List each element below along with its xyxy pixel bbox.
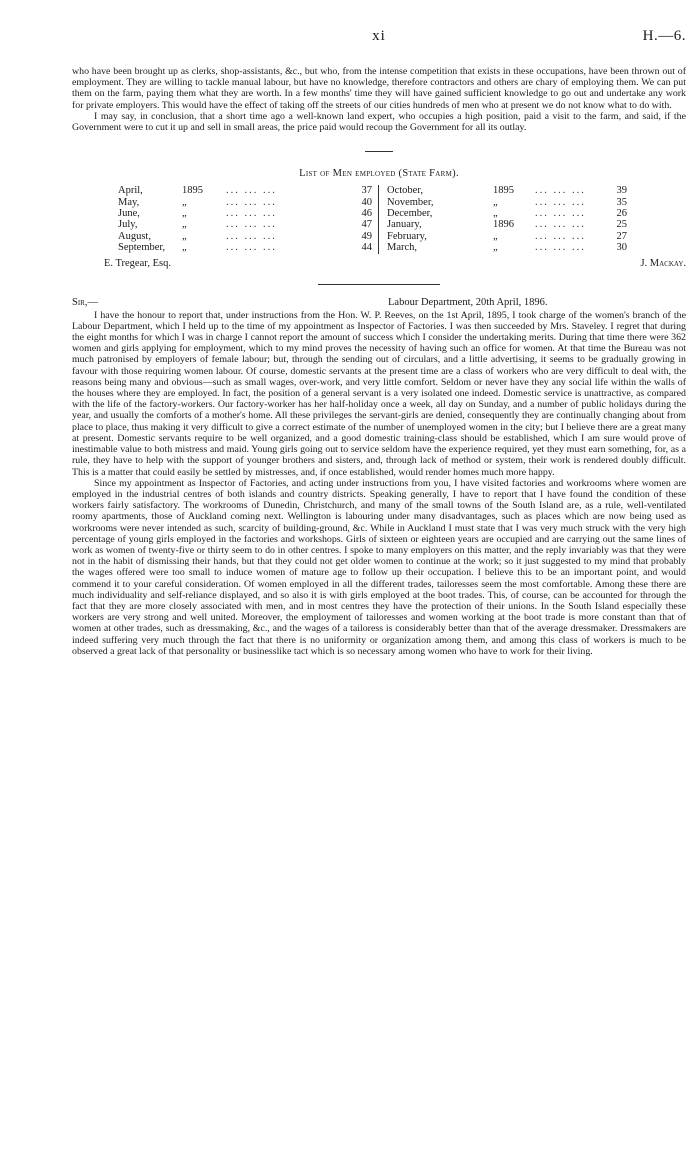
count-cell: 35 bbox=[616, 196, 627, 208]
year-cell: „ bbox=[182, 230, 187, 242]
month-cell: November, bbox=[387, 196, 434, 208]
year-cell: 1895 bbox=[493, 185, 514, 197]
year-cell: 1896 bbox=[493, 219, 514, 231]
table-row bbox=[387, 185, 627, 196]
section-divider bbox=[365, 151, 393, 152]
leader-dots: ... ... ... bbox=[535, 208, 586, 220]
table-row bbox=[387, 219, 627, 230]
count-cell: 30 bbox=[616, 242, 627, 254]
leader-dots: ... ... ... bbox=[535, 230, 586, 242]
year-cell: „ bbox=[493, 208, 498, 220]
table-row bbox=[387, 242, 627, 253]
count-cell: 37 bbox=[361, 185, 372, 197]
month-cell: June, bbox=[118, 208, 140, 220]
leader-dots: ... ... ... bbox=[535, 185, 586, 197]
page-header bbox=[72, 26, 686, 66]
month-cell: April, bbox=[118, 185, 143, 197]
table-row bbox=[387, 231, 627, 242]
table-row bbox=[118, 185, 372, 196]
count-cell: 25 bbox=[616, 219, 627, 231]
paragraph: I have the honour to report that, under instructions from the Hon. W. P. Reeves, on the 1st April, 1895, I took charge of the women's branch of the Labour Department, which I held up to the time of my appointment as Inspector of Factories. I was then succeeded by Mrs. Staveley. I regret that during the eight months for which I was in charge I cannot report the amount of success which I consider the undertaking merits. During that time there were 362 women and girls applying for employment, which to my mind proves the necessity of having such an office for women. At that time the Bureau was not much patronised by employers of female labour; but, through the sending out of circulars, and a little advertising, it seems to be gradually growing in favour with those requiring women labour. Of course, domestic servants at the present time are a class of workers who are very difficult to deal with, the reasons being many and obvious—such as small wages, over-work, and very little comfort. Seldom or never have they any social life within the walls of the houses where they are employed. In fact, the position of a general servant is a very isolated one indeed. Domestic service is unattractive, as compared with the life of the factory-workers. Our factory-worker has her half-holiday once a week, all day on Sunday, and a number of public holidays during the year, and usually the comforts of a mother's home. All these privileges the servant-girls are denied, consequently they are continually changing about from place to place, thus making it very difficult to give a correct estimate of the number of unemployed women in the city; but I believe there are a great many at present. Domestic servants require to be well organized, and a good domestic training-class should be established, which I am sure would prove of inestimable value to both mistress and maid. Young girls going out to service seldom have the experience required, yet they must earn something, for, as a rule, they have to help with the support of younger brothers and sisters, and, through lack of method or system, their work is rendered doubly difficult. This is a matter that could easily be settled by mistresses, and, if once established, would render homes much more happy. bbox=[72, 309, 686, 478]
section-divider bbox=[318, 284, 440, 285]
letter-header bbox=[72, 297, 686, 309]
table-row bbox=[118, 208, 372, 219]
table-row bbox=[387, 197, 627, 208]
leader-dots: ... ... ... bbox=[226, 196, 277, 208]
signature-row bbox=[72, 258, 686, 274]
leader-dots: ... ... ... bbox=[535, 219, 586, 231]
page-number: xi bbox=[372, 28, 386, 44]
count-cell: 44 bbox=[361, 242, 372, 254]
paragraph: I may say, in conclusion, that a short time ago a well-known land expert, who occupies a high position, paid a visit to the farm, and said, if the Government were to cut it up and sell in small areas, the price paid would recoup the Government for all its outlay. bbox=[72, 110, 686, 134]
leader-dots: ... ... ... bbox=[226, 208, 277, 220]
addressee: E. Tregear, Esq. bbox=[104, 257, 171, 269]
month-cell: May, bbox=[118, 196, 140, 208]
leader-dots: ... ... ... bbox=[535, 196, 586, 208]
table-row bbox=[118, 197, 372, 208]
paragraph: Since my appointment as Inspector of Factories, and acting under instructions from you, I have visited factories and workrooms where women are employed in the industrial centres of both islands and country districts. Speaking generally, I have to report that I have found the condition of these workers fairly satisfactory. The workrooms of Dunedin, Christchurch, and many of the small towns of the South Island are, as a rule, well-ventilated roomy apartments, those of Auckland coming next. Wellington is labouring under many disadvantages, such as places which are now being used as workrooms were never intended as such, scarcity of building-ground, &c. While in Auckland I must state that I was very much struck with the very high percentage of young girls employed in the factories and workshops. Girls of sixteen or eighteen years are occupied and are carrying out the same lines of work as women of twenty-five or thirty seem to do in other centres. I spoke to many employers on this matter, and the reply invariably was that they were not in the habit of dismissing their hands, but that they could not get older women to continue at the work; so it just suggested to my mind that probably the wages offered were too small to induce women of mature age to follow up their occupation. I believe this to be an important point, and would commend it to your careful consideration. Of women employed in all the different trades, tailoresses seem the most comfortable. Among these there are much individuality and self-reliance displayed, and so also it is with girls employed at the boot trades. This, of course, can be accounted for through the fact that they are more closely associated with men, and in most centres they have the protection of their unions. In the South Island especially these workers are very strong and well united. Moreover, the employment of tailoresses and women working at the boot trade is more constant than that of women at other trades, such as dressmaking, &c., and the wages of a tailoress is considerably better than that of the average dressmaker. Dressmakers are indeed suffering very much through the fact that there is no uniformity or organization among them, and among this class of workers is much to be observed a great lack of that personality or businesslike tact which is so necessary among women who have to work for their living. bbox=[72, 477, 686, 657]
year-cell: 1895 bbox=[182, 185, 203, 197]
count-cell: 26 bbox=[616, 208, 627, 220]
year-cell: „ bbox=[182, 208, 187, 220]
year-cell: „ bbox=[182, 219, 187, 231]
month-cell: December, bbox=[387, 208, 433, 220]
month-cell: July, bbox=[118, 219, 138, 231]
month-cell: October, bbox=[387, 185, 424, 197]
count-cell: 39 bbox=[616, 185, 627, 197]
table-row bbox=[118, 231, 372, 242]
paragraph: who have been brought up as clerks, shop-assistants, &c., but who, from the intense competition that exists in these occupations, have been thrown out of employment. They are willing to tackle manual labour, but have no knowledge, therefore contractors and others are chary of employing them. We can put them on the farm, paying them what they are worth. In a few months' time they will have gained sufficient knowledge to go out and undertake any work for private employers. This would have the effect of taking off the streets of our cities hundreds of men who at present we do not know what to do with. bbox=[72, 66, 686, 111]
leader-dots: ... ... ... bbox=[226, 185, 277, 197]
document-page bbox=[72, 26, 686, 657]
month-cell: February, bbox=[387, 230, 427, 242]
leader-dots: ... ... ... bbox=[226, 219, 277, 231]
signature: J. Mackay. bbox=[640, 257, 686, 269]
count-cell: 40 bbox=[361, 196, 372, 208]
count-cell: 27 bbox=[616, 230, 627, 242]
table-left-column bbox=[118, 185, 378, 253]
table-right-column bbox=[378, 185, 627, 253]
year-cell: „ bbox=[182, 242, 187, 254]
year-cell: „ bbox=[182, 196, 187, 208]
leader-dots: ... ... ... bbox=[226, 230, 277, 242]
count-cell: 49 bbox=[361, 230, 372, 242]
leader-dots: ... ... ... bbox=[226, 242, 277, 254]
table-row bbox=[118, 219, 372, 230]
month-cell: September, bbox=[118, 242, 166, 254]
month-cell: January, bbox=[387, 219, 422, 231]
table-row bbox=[387, 208, 627, 219]
salutation: Sir,— bbox=[72, 296, 98, 308]
count-cell: 47 bbox=[361, 219, 372, 231]
list-title: List of Men employed (State Farm). bbox=[299, 168, 459, 180]
leader-dots: ... ... ... bbox=[535, 242, 586, 254]
dateline: Labour Department, 20th April, 1896. bbox=[388, 296, 548, 308]
month-cell: August, bbox=[118, 230, 151, 242]
year-cell: „ bbox=[493, 230, 498, 242]
count-cell: 46 bbox=[361, 208, 372, 220]
document-reference: H.—6. bbox=[642, 28, 686, 44]
month-cell: March, bbox=[387, 242, 418, 254]
year-cell: „ bbox=[493, 242, 498, 254]
men-employed-table bbox=[118, 185, 686, 253]
table-row bbox=[118, 242, 372, 253]
year-cell: „ bbox=[493, 196, 498, 208]
